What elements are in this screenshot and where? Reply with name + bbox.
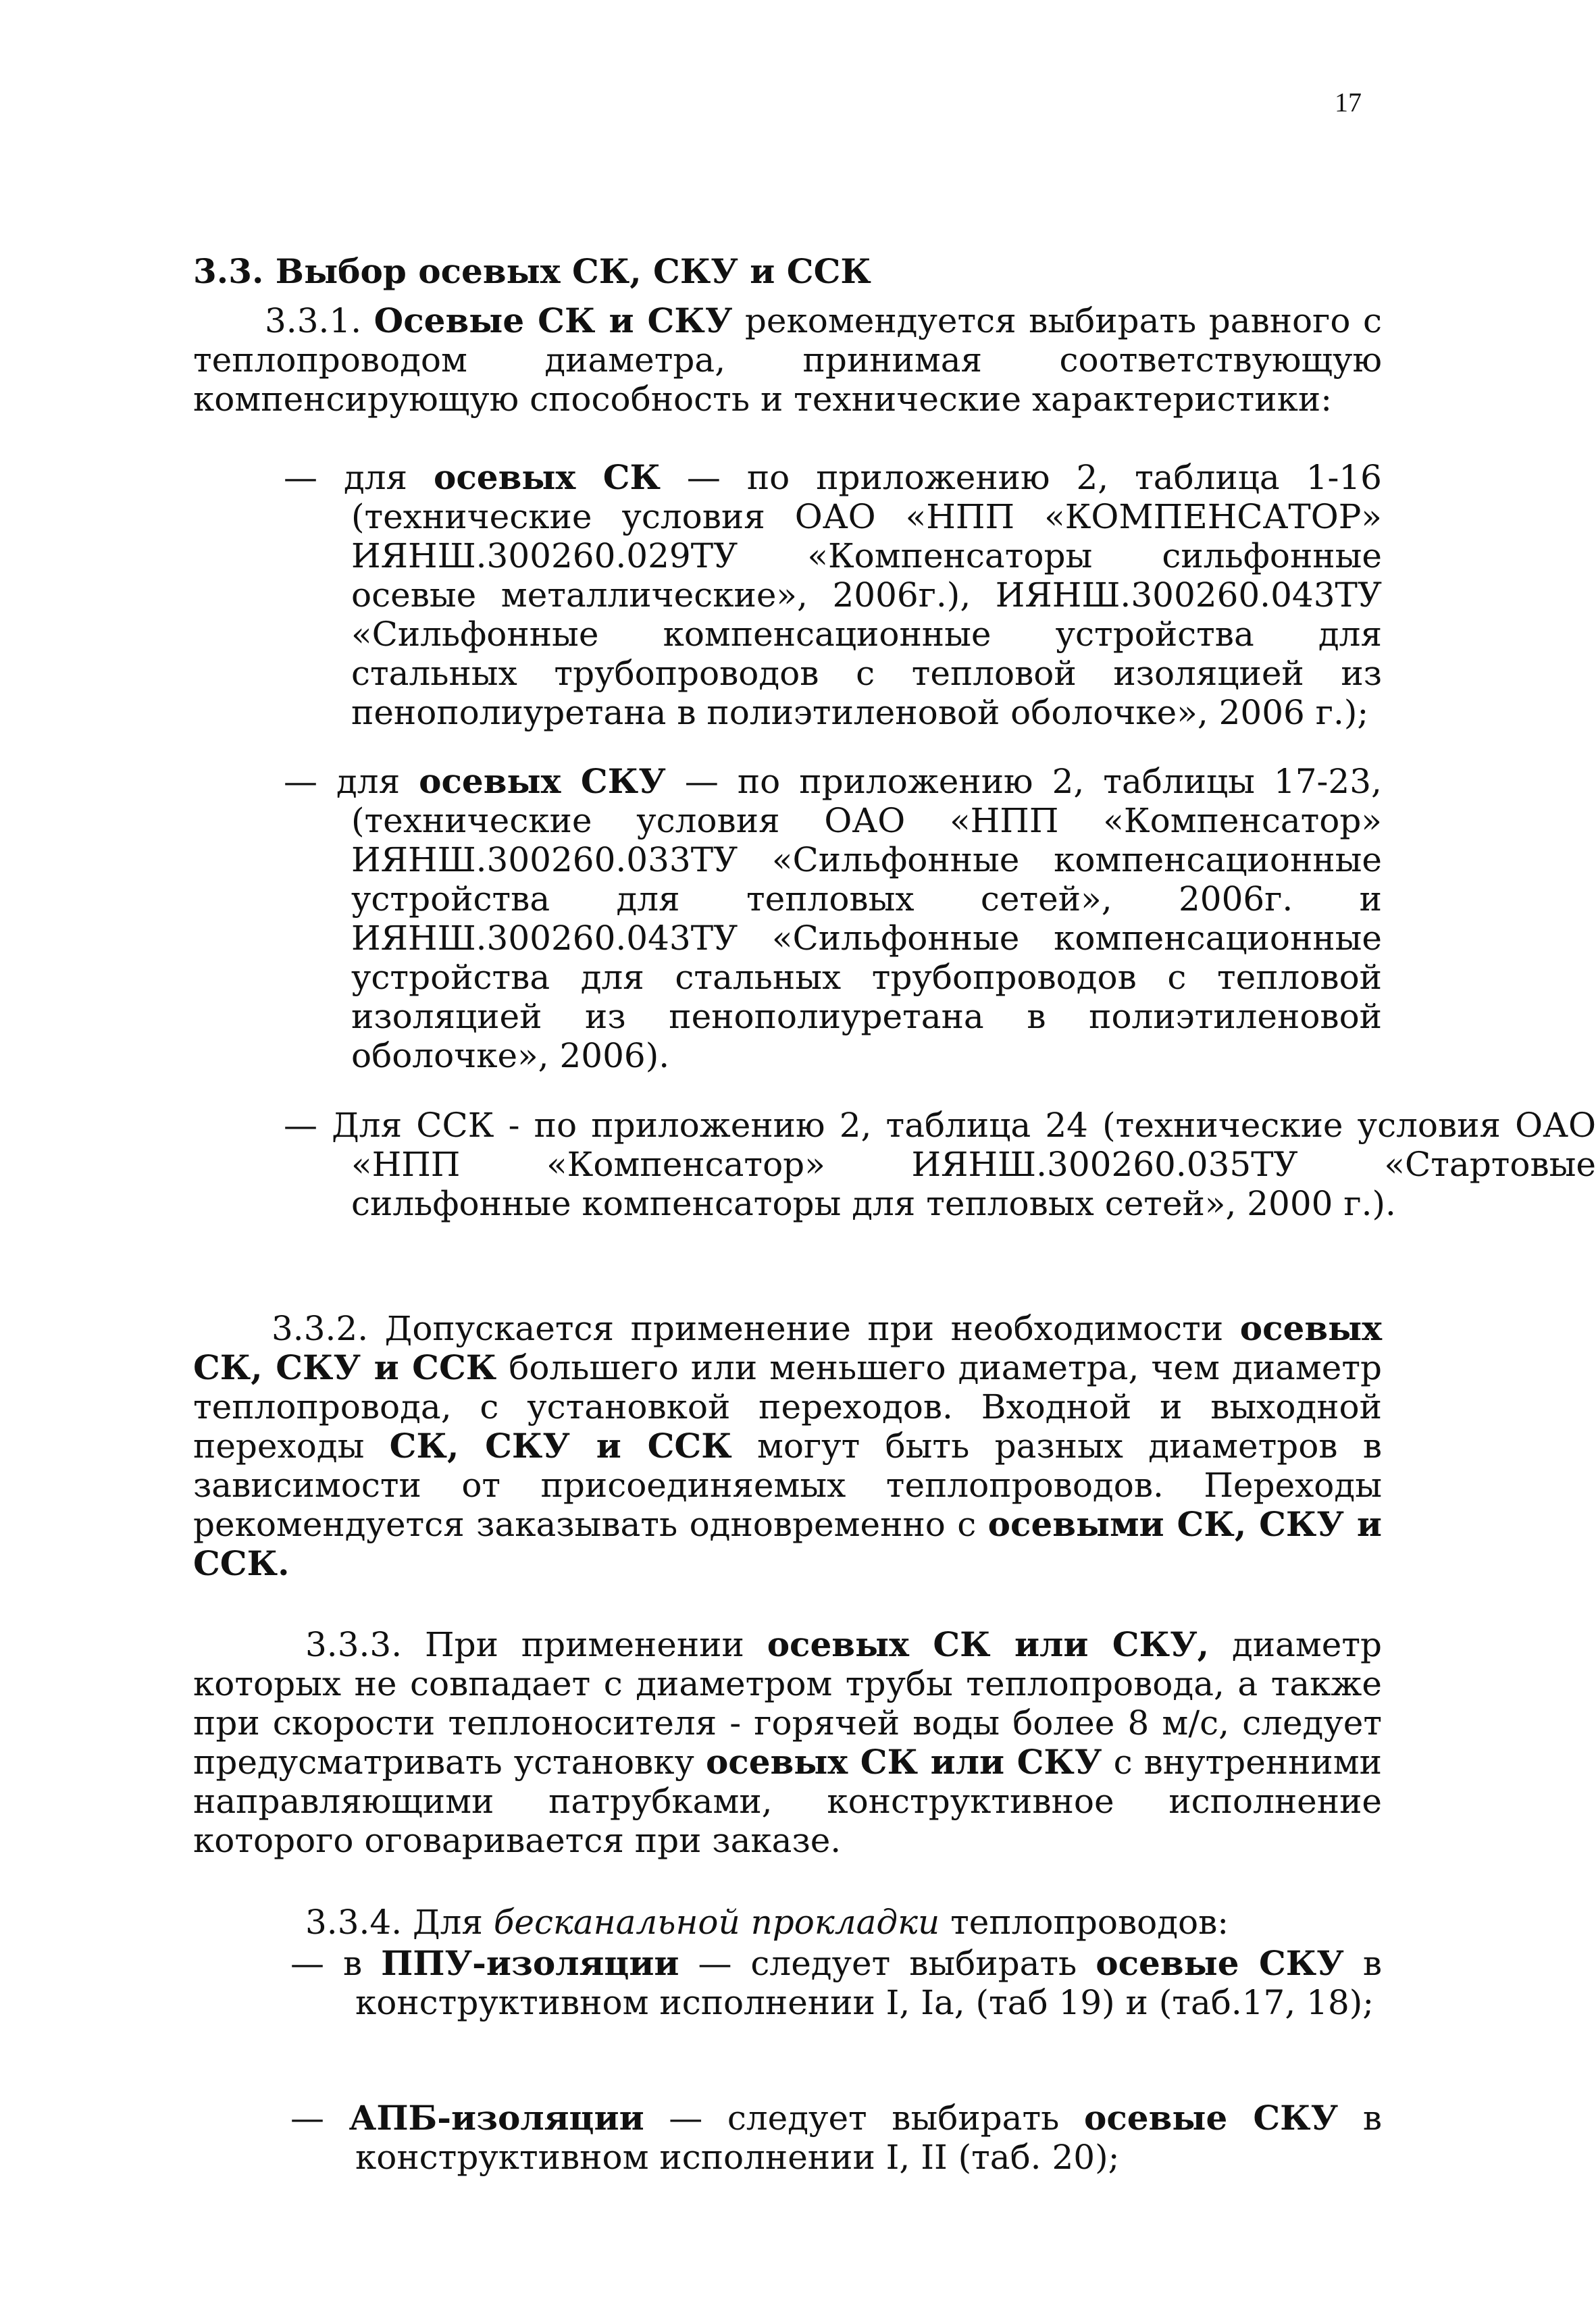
list-text: — по приложению 2, таблица 1-16 (технические условия ОАО «НПП «КОМПЕНСАТОР» ИЯНШ.300260.029ТУ «Компенсаторы сильфонные осевые металлические», 2006г.), ИЯНШ.300260.043ТУ «Сильфонные компенсационные устройства для стальных трубопроводов с тепловой изоляцией из пенополиуретана в полиэтиленовой оболочке», 2006 г.); [351,458,1382,732]
list-text: — следует выбирать [698,1944,1077,1983]
list-prefix: в [342,1944,363,1983]
section-heading: 3.3. Выбор осевых СК, СКУ и ССК [193,251,871,291]
paragraph-text: 3.3.3. При применении [305,1625,744,1664]
list-text: — следует выбирать [669,2099,1060,2138]
bold-term: осевых СКУ [419,761,666,801]
paragraph-3-3-1 [193,301,1382,419]
bold-term: осевыми СК, СКУ и ССК. [193,1504,1382,1583]
paragraph-text: большего или меньшего диаметра, чем диаметр теплопровода, с установкой переходов. Входной и выходной переходы [193,1348,1382,1466]
list-dash: — [284,458,317,497]
paragraph-text: рекомендуется выбирать равного с теплопроводом диаметра, принимая соответствующую компенсирующую способность и технические характеристики: [193,301,1382,419]
bold-term: ППУ-изоляции [381,1943,679,1983]
list-item-apb [290,2098,1382,2177]
paragraph-3-3-2 [193,1309,1382,1583]
list-item-ssk [284,1106,1596,1223]
list-text: в конструктивном исполнении I, II (таб. 20); [355,2099,1382,2177]
paragraph-text: теплопроводов: [950,1903,1229,1942]
page-number: 17 [1335,87,1362,118]
list-dash: — [284,1106,317,1145]
paragraph-text: 3.3.2. Допускается применение при необходимости [272,1309,1224,1348]
list-dash: — [290,2099,324,2138]
bold-term: осевые СКУ [1096,1943,1344,1983]
list-dash: — [290,1944,324,1983]
list-text: — по приложению 2, таблицы 17-23, (технические условия ОАО «НПП «Компенсатор» ИЯНШ.300260.033ТУ «Сильфонные компенсационные устройства для тепловых сетей», 2006г. и ИЯНШ.300260.043ТУ «Сильфонные компенсационные устройства для стальных трубопроводов с тепловой изоляцией из пенополиуретана в полиэтиленовой оболочке», 2006). [351,762,1382,1075]
paragraph-text: диаметр которых не совпадает с диаметром трубы теплопровода, а также при скорости теплоносителя - горячей воды более 8 м/с, следует предусматривать установку [193,1625,1383,1782]
list-prefix: для [336,762,401,801]
bold-term: АПБ-изоляции [349,2098,644,2138]
bold-term: осевые СКУ [1083,2098,1339,2138]
italic-term: бесканальной прокладки [493,1903,940,1942]
list-item-ppu [290,1943,1382,2022]
bold-term: осевых СК [433,457,661,497]
paragraph-text: с внутренними направляющими патрубками, конструктивное исполнение которого оговаривается при заказе. [193,1743,1382,1860]
paragraph-text: могут быть разных диаметров в зависимости от присоединяемых теплопроводов. Переходы рекомендуется заказывать одновременно с [193,1426,1382,1544]
bold-term: осевых СК или СКУ [705,1742,1102,1782]
paragraph-3-3-4 [193,1903,1382,1942]
list-item-axial-sk [284,457,1382,732]
bold-term: осевых СК или СКУ, [767,1624,1210,1664]
paragraph-3-3-3 [193,1625,1382,1860]
clause-number: 3.3.1. [265,301,362,340]
list-item-axial-sku [284,761,1382,1075]
bold-term: Осевые СК и СКУ [374,301,733,340]
bold-term: осевых СК, СКУ и ССК [193,1308,1382,1387]
list-text: в конструктивном исполнении I, Ia, (таб 19) и (таб.17, 18); [355,1944,1382,2022]
bold-term: СК, СКУ и ССК [389,1426,732,1466]
paragraph-text: 3.3.4. Для [305,1903,483,1942]
list-prefix: для [343,458,408,497]
list-text: Для ССК - по приложению 2, таблица 24 (технические условия ОАО «НПП «Компенсатор» ИЯНШ.300260.035ТУ «Стартовые сильфонные компенсаторы для тепловых сетей», 2000 г.). [332,1106,1596,1223]
list-dash: — [284,762,317,801]
